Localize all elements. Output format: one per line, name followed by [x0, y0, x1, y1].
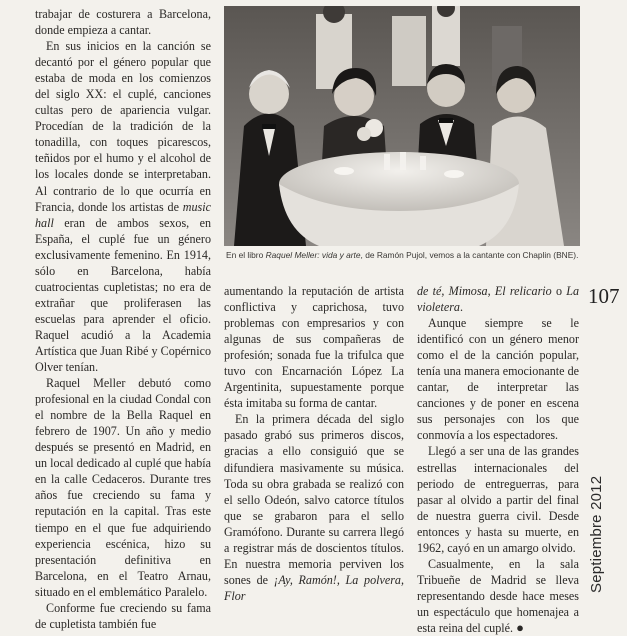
col3-paragraph-3: Casualmente, en la sala Tribueñe de Madrid se lleva representando desde hace meses un espectáculo que homenajea a esta reina del cuplé. ●	[417, 556, 579, 635]
col3-paragraph-1: Aunque siempre se le identificó con un género menor como el de la canción popular, tenía una manera emocionante de cantar, de interpretar las canciones y de poner en escena sus personajes con los que conmovía a los espectadores.	[417, 316, 579, 443]
issue-date-vertical: Septiembre 2012	[588, 475, 605, 593]
photo-illustration	[224, 6, 580, 246]
col3-paragraph-0: de té, Mimosa, El relicario o La violetera.	[417, 284, 580, 315]
historical-photo	[224, 6, 580, 246]
end-of-article-mark: ●	[516, 619, 524, 635]
col1-paragraph-2: Raquel Meller debutó como profesional en la ciudad Condal con el nombre de la Bella Raquel en febrero de 1907. Un año y medio después se presentó en Madrid, en un local dedicado al cuplé que había en la calle Cedaceros. Durante tres años fue creciendo su fama y reputación en la capital. Tras este tiempo en el que fue adquiriendo experiencia escénica, hizo su presentación definitiva en Barcelona, en el Teatro Arnau, situado en el emblemático Paralelo.	[35, 376, 211, 599]
col3-paragraph-2: Llegó a ser una de las grandes estrellas internacionales del periodo de entreguerras, para pasar al olvido a partir del final de nuestra guerra civil. Desde entonces y hasta su muerte, en 1962, cayó en un amargo olvido.	[417, 444, 579, 555]
col2-paragraph-0: aumentando la reputación de artista conflictiva y caprichosa, tuvo problemas con empresarios y con algunas de sus compañeras de profesión; sonada fue la trifulca que tuvo con Encarnación López La Argentinita, supuestamente porque ésta imitaba su forma de cantar.	[224, 284, 404, 411]
page-number: 107	[588, 284, 620, 308]
col1-paragraph-0: trabajar de costurera a Barcelona, donde empieza a cantar.	[35, 7, 211, 38]
column-1	[35, 6, 211, 632]
col2-paragraph-1: En la primera década del siglo pasado grabó sus primeros discos, gracias a ello consiguió que se difundiera masivamente su música. Toda su obra grabada se realizó con el sello Odeón, salvo catorce títulos que se grabaron para el sello Gramófono. Durante su carrera llegó a registrar más de doscientos títulos. En nuestra memoria perviven los sones de ¡Ay, Ramón!, La polvera, Flor	[224, 412, 404, 603]
col1-paragraph-3: Conforme fue creciendo su fama de cupletista también fue	[35, 600, 211, 631]
column-3	[417, 283, 579, 636]
photo-caption: En el libro Raquel Meller: vida y arte, de Ramón Pujol, vemos a la cantante con Chaplin (BNE).	[226, 250, 579, 260]
column-2	[224, 283, 404, 604]
col1-paragraph-1: En sus inicios en la canción se decantó por el género popular que estaba de moda en los comienzos del siglo XX: el cuplé, canciones cultas pero de apariencia vulgar. Procedían de la tradición de la tonadilla, con toques picarescos, teñidos por el humo y el alcohol de los locales donde se interpretaban. Al contrario de lo que ocurría en Francia, donde los artistas de music hall eran de ambos sexos, en España, el cuplé fue un género exclusivamente femenino. En 1914, sólo en Barcelona, había cuatrocientas cupletistas; no era de extrañar que proliferasen las escuelas para aprender el oficio. Raquel acudió a la Academia Artística que Juan Ribé y Copérnico Olver tenían.	[35, 39, 211, 375]
